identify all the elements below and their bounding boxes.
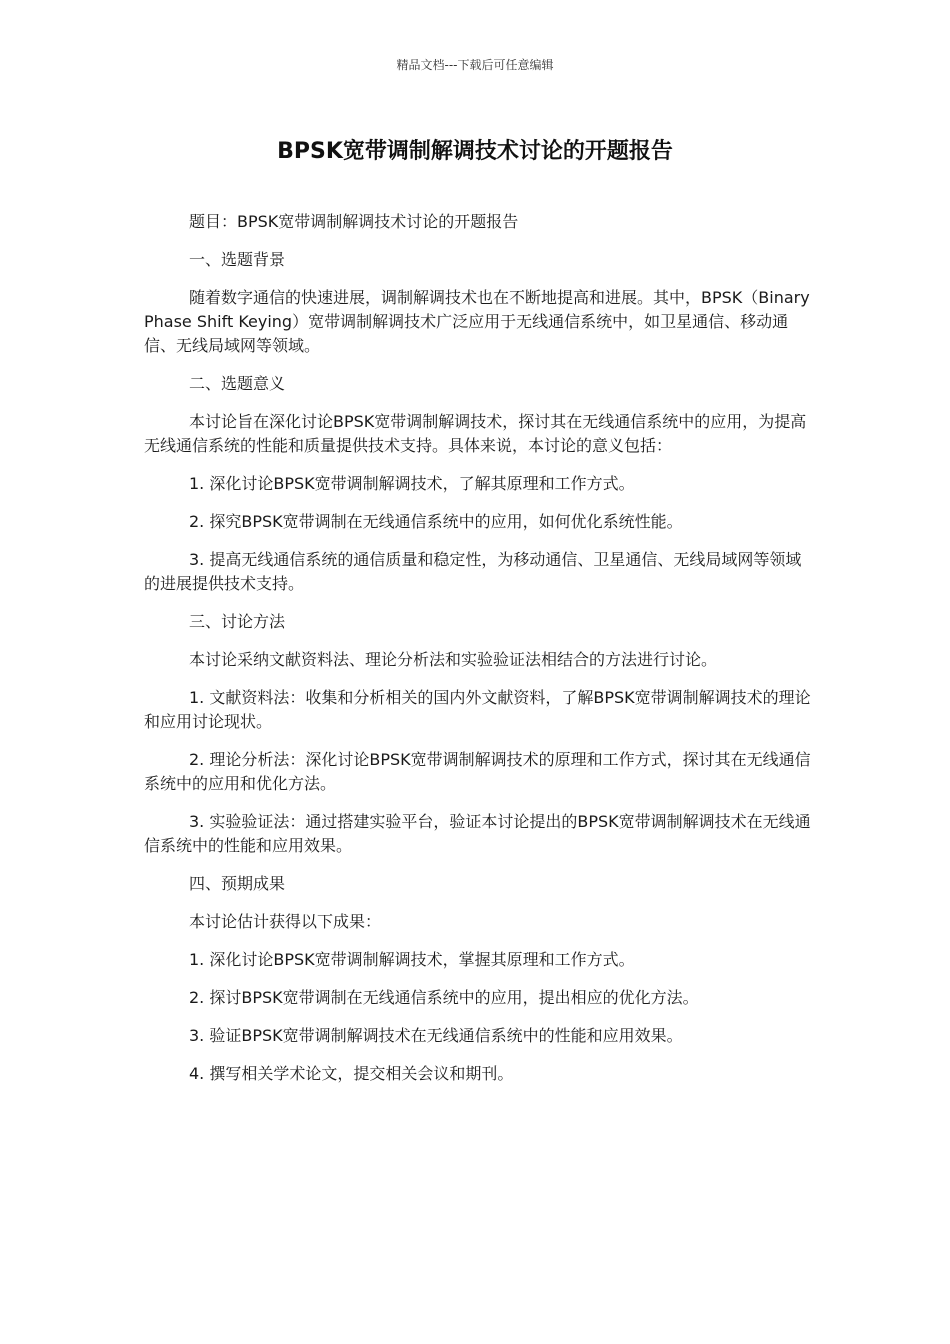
outcomes-item-3: 3. 验证BPSK宽带调制解调技术在无线通信系统中的性能和应用效果。	[189, 1026, 683, 1045]
significance-item-2: 2. 探究BPSK宽带调制在无线通信系统中的应用，如何优化系统性能。	[189, 512, 683, 531]
section-heading-methods: 三、讨论方法	[189, 612, 286, 631]
section-heading-significance: 二、选题意义	[189, 374, 286, 393]
document-body	[144, 210, 816, 1100]
significance-item-1: 1. 深化讨论BPSK宽带调制解调技术，了解其原理和工作方式。	[189, 474, 635, 493]
subject-line: 题目：BPSK宽带调制解调技术讨论的开题报告	[189, 212, 519, 231]
significance-item-3: 3. 提高无线通信系统的通信质量和稳定性，为移动通信、卫星通信、无线局域网等领域的进展提供技术支持。	[144, 550, 802, 593]
outcomes-item-2: 2. 探讨BPSK宽带调制在无线通信系统中的应用，提出相应的优化方法。	[189, 988, 699, 1007]
outcomes-item-1: 1. 深化讨论BPSK宽带调制解调技术，掌握其原理和工作方式。	[189, 950, 635, 969]
outcomes-paragraph: 本讨论估计获得以下成果：	[189, 912, 382, 931]
methods-item-3: 3. 实验验证法：通过搭建实验平台，验证本讨论提出的BPSK宽带调制解调技术在无线通信系统中的性能和应用效果。	[144, 812, 811, 855]
section-heading-outcomes: 四、预期成果	[189, 874, 286, 893]
significance-paragraph: 本讨论旨在深化讨论BPSK宽带调制解调技术，探讨其在无线通信系统中的应用，为提高无线通信系统的性能和质量提供技术支持。具体来说，本讨论的意义包括：	[144, 412, 807, 455]
methods-paragraph: 本讨论采纳文献资料法、理论分析法和实验验证法相结合的方法进行讨论。	[189, 650, 718, 669]
section-heading-background: 一、选题背景	[189, 250, 286, 269]
page-header: 精品文档---下载后可任意编辑	[396, 58, 554, 72]
document-title: BPSK宽带调制解调技术讨论的开题报告	[277, 139, 673, 164]
background-paragraph: 随着数字通信的快速进展，调制解调技术也在不断地提高和进展。其中，BPSK（Binary Phase Shift Keying）宽带调制解调技术广泛应用于无线通信系统中，如卫星通信、移动通信、无线局域网等领域。	[144, 288, 810, 355]
methods-item-1: 1. 文献资料法：收集和分析相关的国内外文献资料，了解BPSK宽带调制解调技术的理论和应用讨论现状。	[144, 688, 811, 731]
outcomes-item-4: 4. 撰写相关学术论文，提交相关会议和期刊。	[189, 1064, 514, 1083]
methods-item-2: 2. 理论分析法：深化讨论BPSK宽带调制解调技术的原理和工作方式，探讨其在无线通信系统中的应用和优化方法。	[144, 750, 811, 793]
